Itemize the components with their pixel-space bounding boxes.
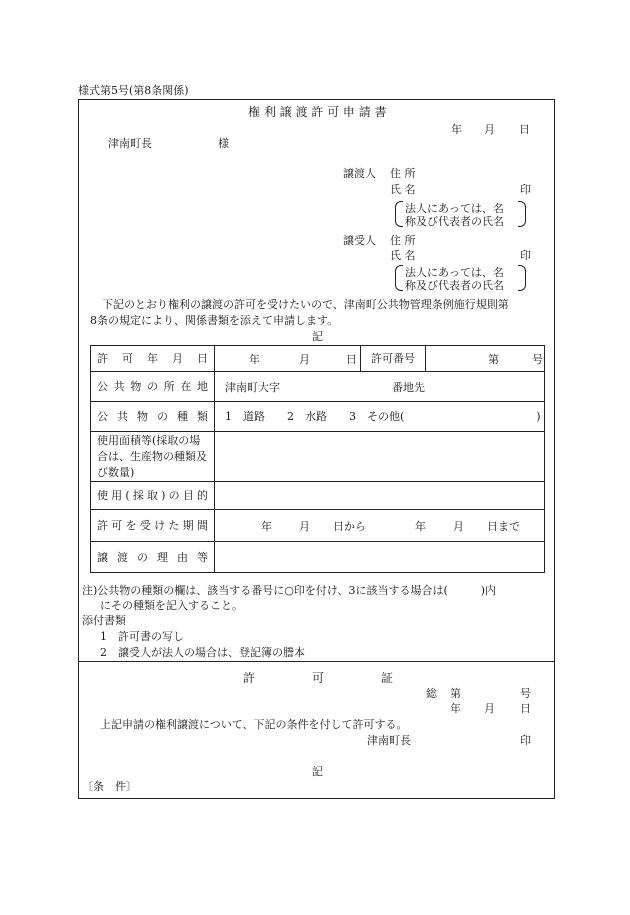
- transferee-seal: 印: [520, 249, 531, 262]
- attachment-1: 1 許可書の写し: [100, 630, 184, 643]
- permit-seal: 印: [520, 734, 531, 747]
- transferor-corporate-note: 法人にあっては、名 称及び代表者の氏名: [395, 201, 526, 227]
- table-row-permit-date: [91, 346, 545, 372]
- transferee-corporate-note: 法人にあっては、名 称及び代表者の氏名: [395, 265, 526, 291]
- reason-label: 譲 渡 の 理 由 等: [97, 550, 208, 564]
- conditions-label: 〔条 件〕: [82, 780, 137, 793]
- section-divider: [78, 661, 555, 662]
- transferor-role: 譲渡人: [343, 167, 376, 180]
- attachment-2: 2 譲受人が法人の場合は、登記簿の謄本: [100, 646, 305, 659]
- application-title: 権 利 譲 渡 許 可 申 請 書: [248, 105, 387, 119]
- right-bracket: [518, 201, 526, 227]
- honorific: 様: [218, 137, 229, 150]
- left-bracket: [395, 201, 403, 227]
- attachments-heading: 添付書類: [82, 614, 126, 627]
- location-cell: 津南町大字 番地先: [215, 372, 545, 402]
- permit-authority: 津南町長: [367, 734, 411, 747]
- application-ki: 記: [312, 330, 323, 343]
- transferor-seal: 印: [520, 183, 531, 196]
- table-row-location: [91, 372, 545, 402]
- detail-table: [90, 345, 545, 573]
- note-line-2: にその種類を記入すること。: [100, 599, 243, 612]
- permit-number-cell: 第 号: [426, 346, 545, 372]
- transferor-name-label: 氏 名: [390, 183, 416, 196]
- table-row-reason: [91, 542, 545, 573]
- form-number-caption: 様式第5号(第8条関係): [78, 84, 189, 97]
- transferee-address-label: 住 所: [390, 234, 416, 247]
- location-label: 公 共 物 の 所 在 地: [97, 380, 208, 393]
- purpose-cell: [215, 482, 545, 510]
- permit-ki: 記: [312, 765, 323, 778]
- application-body-line-1: 下記のとおり権利の譲渡の許可を受けたいので、津南町公共物管理条例施行規則第: [102, 298, 509, 311]
- type-label: 公 共 物 の 種 類: [97, 410, 208, 423]
- transferor-address-label: 住 所: [390, 167, 416, 180]
- transferee-name-label: 氏 名: [390, 249, 416, 262]
- permit-date-cell: 年 月 日: [215, 346, 361, 372]
- note-line-1: 注)公共物の種類の欄は、該当する番号に○印を付け、3に該当する場合は( )内: [82, 584, 497, 597]
- addressee: 津南町長: [108, 137, 152, 150]
- period-label: 許可を受けた期間: [97, 519, 208, 532]
- area-label: 使用面積等(採取の場合は、生産物の種類及び数量): [91, 432, 215, 482]
- permit-body: 上記申請の権利譲渡について、下記の条件を付して許可する。: [100, 718, 408, 731]
- area-cell: [215, 432, 545, 482]
- application-body-line-2: 8条の規定により、関係書類を添えて申請します。: [90, 314, 339, 327]
- table-row-period: [91, 510, 545, 542]
- left-bracket: [395, 265, 403, 291]
- table-row-type: [91, 402, 545, 432]
- permit-date-label: 許 可 年 月 日: [97, 352, 208, 365]
- period-cell: 年 月 日から 年 月 日まで: [215, 510, 545, 542]
- table-row-area: [91, 432, 545, 482]
- transferee-role: 譲受人: [343, 234, 376, 247]
- purpose-label: 使用(採取)の目的: [97, 489, 208, 502]
- permit-number-label: 許可番号: [361, 346, 426, 372]
- reason-cell: [215, 542, 545, 573]
- table-row-purpose: [91, 482, 545, 510]
- type-cell: 1 道路 2 水路 3 その他( ): [215, 402, 545, 432]
- right-bracket: [518, 265, 526, 291]
